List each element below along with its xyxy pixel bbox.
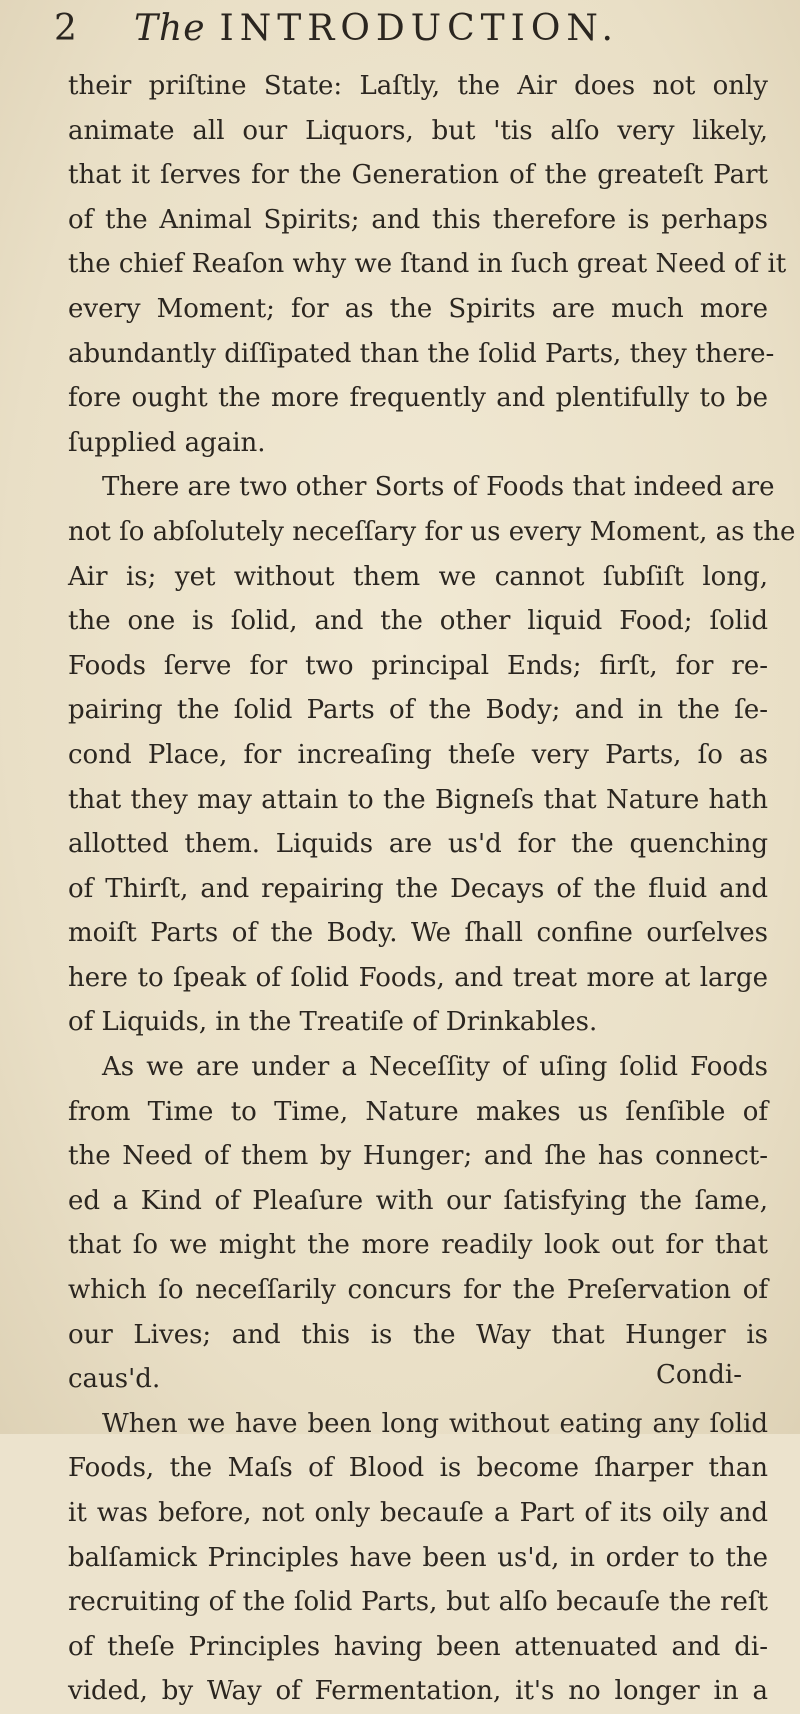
paragraph-start: There are two other Sorts of Foods that indeed are [102, 472, 775, 503]
text-line: the Need of them by Hunger; and ſhe has connect- [68, 1141, 768, 1172]
text-line: of Thirſt, and repairing the Decays of the fluid and [68, 873, 768, 904]
text-line: our Lives; and this is the Way that Hunger is [68, 1319, 768, 1350]
body-text [68, 64, 796, 1714]
text-line: which ſo neceſſarily concurs for the Preſervation of [68, 1275, 768, 1306]
text-line: Foods, the Maſs of Blood is become ſharper than [68, 1453, 768, 1484]
text-line: their priſtine State: Laſtly, the Air does not only [68, 71, 768, 101]
text-line: animate all our Liquors, but 'tis alſo very likely, [68, 115, 768, 146]
text-line: not ſo abſolutely neceſſary for us every Moment, as the [68, 516, 796, 547]
text-line: moiſt Parts of the Body. We ſhall confine ourſelves [68, 918, 768, 949]
text-line: that ſo we might the more readily look out for that [68, 1230, 768, 1261]
text-line: pairing the ſolid Parts of the Body; and in the ſe- [68, 695, 768, 726]
catchword: Condi- [655, 1360, 742, 1390]
text-line: the chief Reaſon why we ſtand in ſuch great Need of it [68, 249, 787, 280]
text-line: caus'd. [68, 1364, 161, 1395]
running-head [134, 8, 619, 49]
text-line: every Moment; for as the Spirits are much more [68, 293, 768, 324]
text-line: from Time to Time, Nature makes us ſenſible of [68, 1096, 768, 1127]
text-line: ſupplied again. [68, 427, 266, 458]
text-line: cond Place, for increaſing theſe very Parts, ſo as [68, 739, 768, 770]
paragraph-start: As we are under a Neceſſity of uſing ſolid Foods [102, 1052, 768, 1083]
text-line: of Liquids, in the Treatiſe of Drinkables. [68, 1007, 598, 1038]
text-line: vided, by Way of Fermentation, it's no longer in a [68, 1676, 768, 1707]
text-line: it was before, not only becauſe a Part of its oily and [68, 1498, 768, 1528]
running-head-caps: INTRODUCTION. [219, 8, 620, 49]
text-line: Foods ſerve for two principal Ends; firſt, for re- [68, 650, 768, 681]
page-number: 2 [54, 8, 77, 49]
text-line: that it ſerves for the Generation of the greateſt Part [68, 160, 768, 191]
page-header [48, 8, 768, 64]
text-line: Air is; yet without them we cannot ſubſiſt long, [68, 561, 768, 592]
text-line: the one is ſolid, and the other liquid Food; ſolid [68, 606, 768, 637]
text-line: of theſe Principles having been attenuated and di- [68, 1631, 768, 1662]
running-head-italic: The [134, 8, 206, 49]
text-line: here to ſpeak of ſolid Foods, and treat more at large [68, 962, 768, 993]
text-line: abundantly diſſipated than the ſolid Parts, they there- [68, 338, 775, 369]
text-line: fore ought the more frequently and plentifully to be [68, 383, 768, 414]
text-line: recruiting of the ſolid Parts, but alſo becauſe the reſt [68, 1587, 768, 1618]
text-line: balſamick Principles have been us'd, in order to the [68, 1542, 768, 1573]
text-line: ed a Kind of Pleaſure with our ſatisfying the ſame, [68, 1185, 768, 1216]
text-line: allotted them. Liquids are us'd for the quenching [68, 829, 768, 860]
paragraph-start: When we have been long without eating any ſolid [102, 1408, 768, 1439]
text-line: of the Animal Spirits; and this therefore is perhaps [68, 204, 768, 235]
text-line: that they may attain to the Bigneſs that Nature hath [68, 784, 768, 815]
